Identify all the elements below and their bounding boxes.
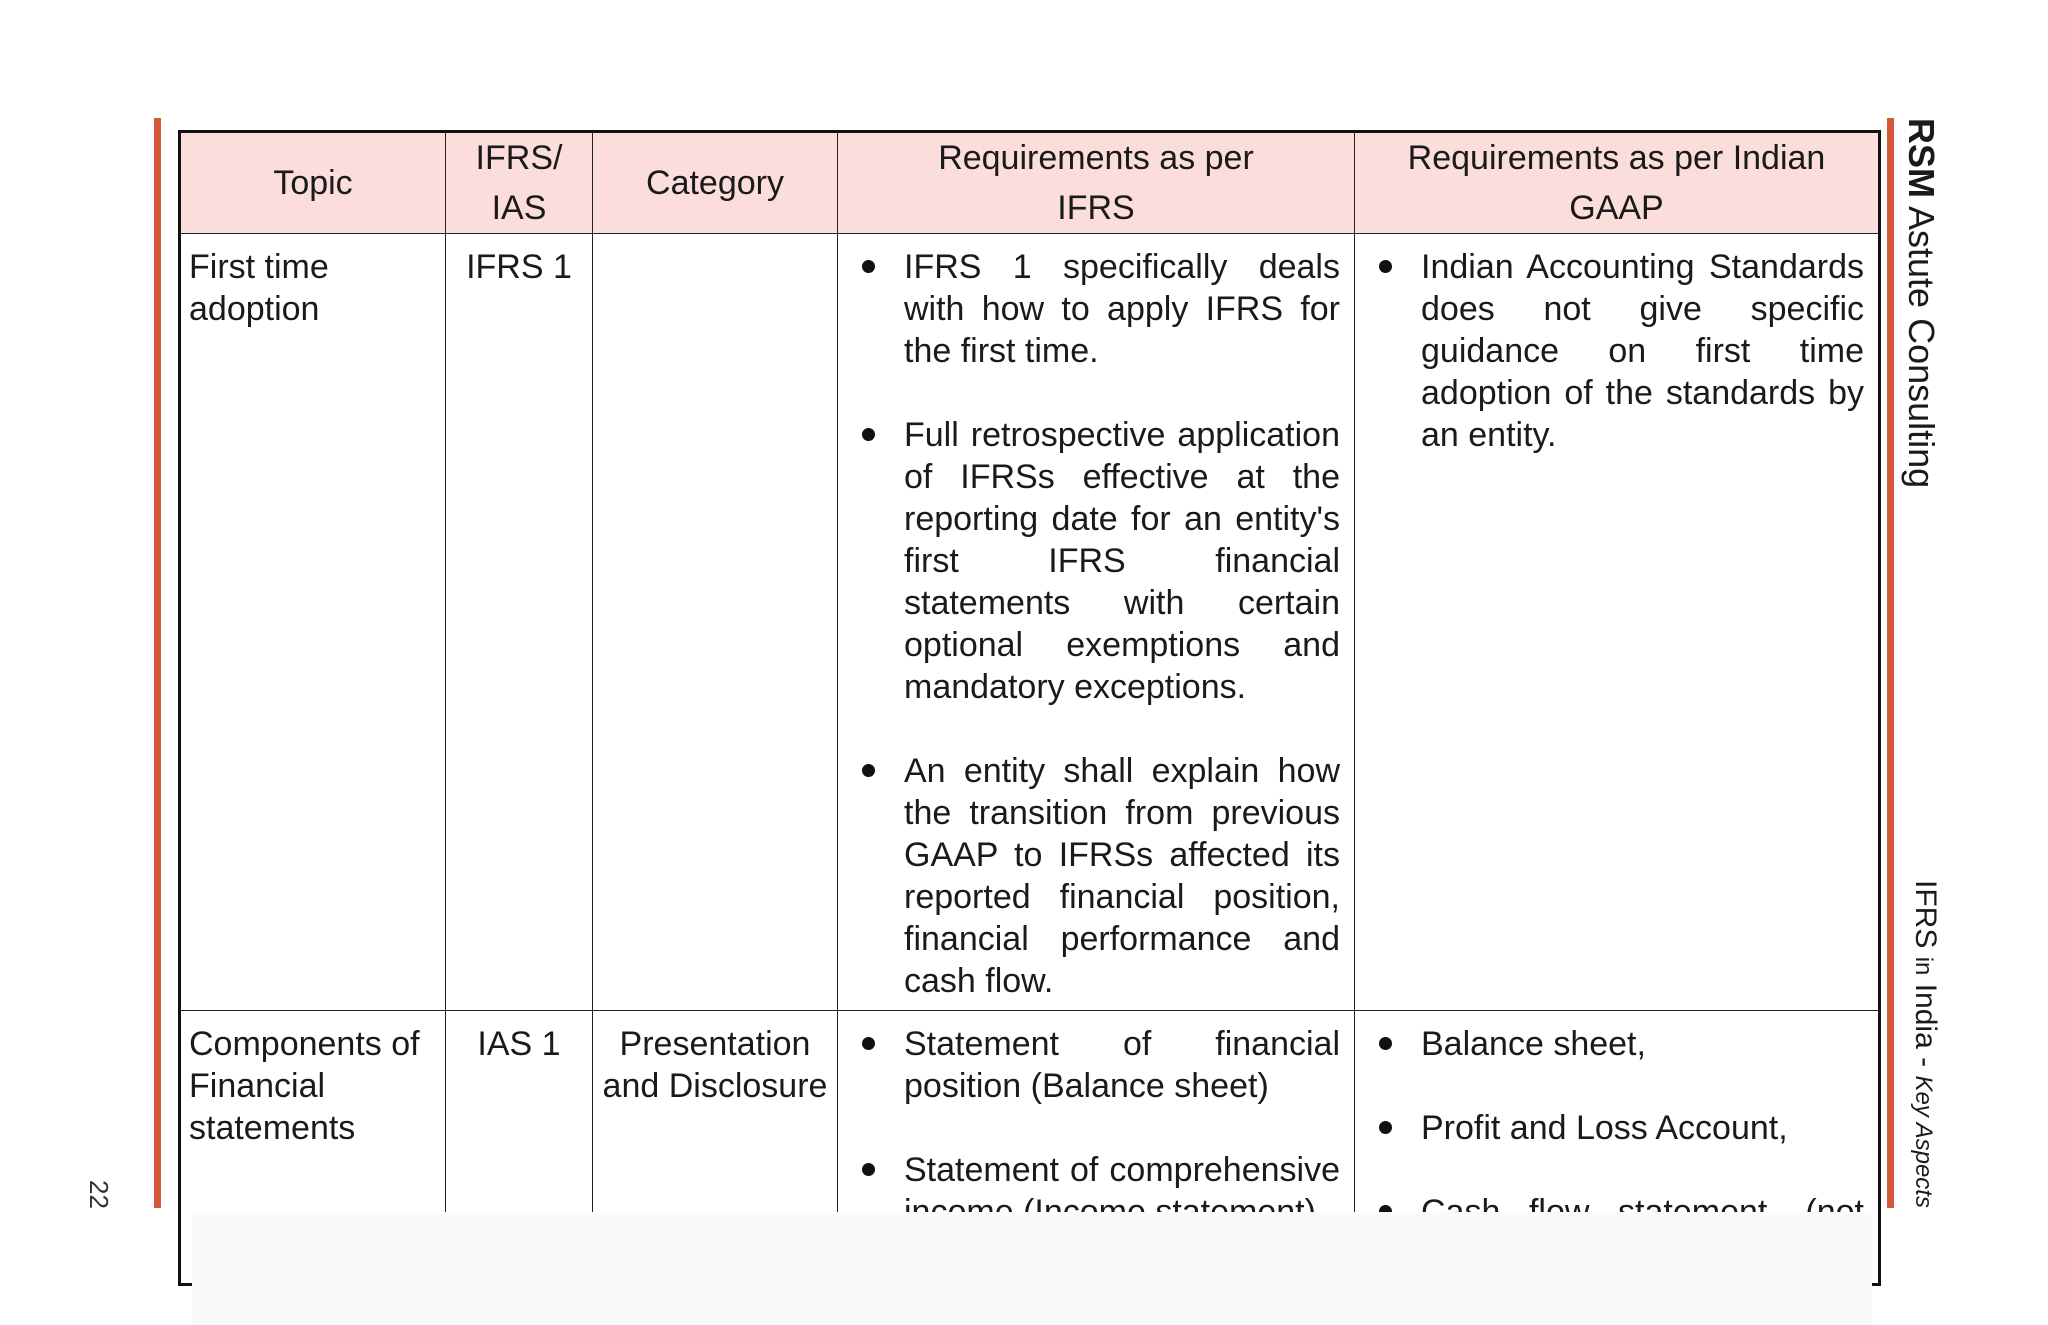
header-topic: Topic xyxy=(180,132,446,234)
gaap-requirements-cell xyxy=(1355,234,1880,1011)
list-item: Balance sheet, xyxy=(1369,1023,1864,1065)
standard-cell xyxy=(446,234,593,1011)
list-item: Profit and Loss Account, xyxy=(1369,1107,1864,1149)
table-header-row xyxy=(180,132,1880,234)
list-item: Full retrospective application of IFRSs effective at the reporting date for an entity's first IFRS financial statements with certain optional exemptions and mandatory exceptions. xyxy=(852,414,1340,708)
document-title xyxy=(1908,880,1942,1208)
bullet-icon xyxy=(862,260,875,273)
bullet-icon xyxy=(862,1163,875,1176)
right-accent-bar xyxy=(1887,118,1894,1208)
doc-title-part4: Key Aspects xyxy=(1910,1075,1937,1208)
brand-name: Astute Consulting xyxy=(1901,206,1942,489)
list-item: Statement of comprehensive xyxy=(852,1149,1340,1233)
topic-text: Components of Financial statements xyxy=(189,1025,420,1147)
category-text: Presentation and Disclosure xyxy=(602,1025,828,1105)
header-standard: IFRS/ IAS xyxy=(446,132,593,234)
category-text xyxy=(593,234,837,256)
doc-title-part1: IFRS xyxy=(1909,880,1942,949)
standard-text: IFRS 1 xyxy=(466,248,572,286)
doc-title-part3: India - xyxy=(1909,983,1942,1068)
list-item: IFRS 1 specifically deals with how to apply IFRS for the first time. xyxy=(852,246,1340,372)
doc-title-part2: in xyxy=(1910,956,1937,976)
ifrs-requirements-cell xyxy=(838,234,1355,1011)
comparison-table xyxy=(178,130,1881,1286)
footer-shade xyxy=(192,1212,1872,1325)
list-item: Statement of financial position (Balance sheet) xyxy=(852,1023,1340,1107)
bullet-icon xyxy=(862,428,875,441)
left-accent-bar xyxy=(154,118,161,1208)
standard-text: IAS 1 xyxy=(477,1025,561,1063)
header-gaap-requirements: Requirements as per Indian GAAP xyxy=(1355,132,1880,234)
bullet-icon xyxy=(1379,1037,1392,1050)
header-ifrs-requirements: Requirements as per IFRS xyxy=(838,132,1355,234)
bullet-icon xyxy=(1379,260,1392,273)
header-category: Category xyxy=(593,132,838,234)
list-item: Indian Accounting Standards does not give specific guidance on first time adoption of the standards by an entity. xyxy=(1369,246,1864,456)
category-cell xyxy=(593,234,838,1011)
brand-rsm: RSM xyxy=(1901,118,1942,198)
page-number: 22 xyxy=(84,1180,114,1209)
brand-label xyxy=(1900,118,1942,488)
bullet-icon xyxy=(862,764,875,777)
bullet-icon xyxy=(1379,1121,1392,1134)
topic-text: First time adoption xyxy=(189,248,329,328)
table-row xyxy=(180,234,1880,1011)
list-item: An entity shall explain how the transition from previous GAAP to IFRSs affected its reported financial position, financial performance and cash flow. xyxy=(852,750,1340,1002)
bullet-icon xyxy=(862,1037,875,1050)
topic-cell xyxy=(180,234,446,1011)
